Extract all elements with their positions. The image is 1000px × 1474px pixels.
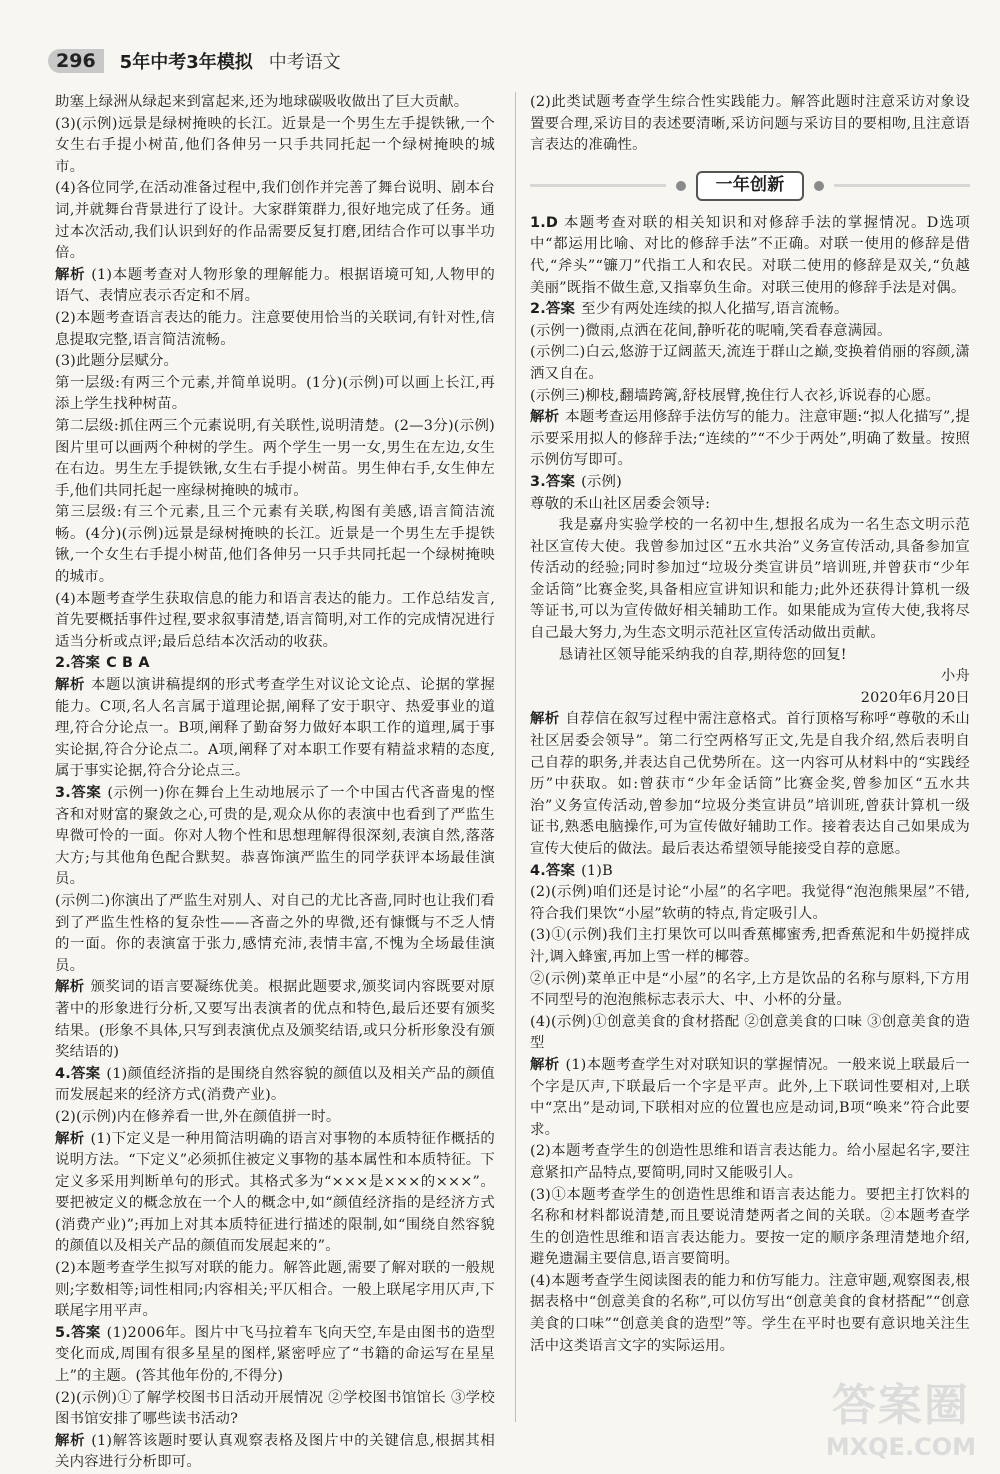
section-banner (530, 169, 970, 203)
answer-tag: 答案 (70, 1324, 101, 1341)
site-watermark (826, 1369, 976, 1461)
letter-salutation: 尊敬的禾山社区居委会领导: (530, 495, 711, 512)
paragraph: (2)(示例)①了解学校图书日活动开展情况 ②学校图书馆馆长 ③学校图书馆安排了哪些读书活动? (55, 1389, 495, 1428)
question-number: 3. (530, 473, 546, 490)
question-5-analysis (55, 1431, 495, 1474)
question-4-answer (530, 861, 970, 883)
page-header (48, 46, 341, 76)
answer-tag: 答案 (545, 301, 576, 318)
paragraph: (示例二)白云,悠游于辽阔蓝天,流连于群山之巅,变换着俏丽的容颜,潇洒又自在。 (530, 344, 971, 382)
section-title: 一年创新 (696, 171, 805, 201)
question-3-answer (55, 783, 495, 891)
analysis-paragraph (55, 265, 495, 308)
answer-text: 至少有两处连续的拟人化描写,语言流畅。 (581, 301, 849, 318)
answer-text: (1)2006年。图片中飞马拉着车飞向天空,车是由图书的造型变化而成,周围有很多星星的图样,紧密呼应了“书籍的命运写在星星上”的主题。(答其他年份的,不得分) (55, 1324, 495, 1385)
analysis-tag: 解析 (55, 266, 86, 283)
subject-label: 中考语文 (268, 52, 341, 73)
question-number: 2. (55, 655, 71, 672)
banner-dot-icon (676, 181, 686, 191)
analysis-text: (1)下定义是一种用简洁明确的语言对事物的本质特征作概括的说明方法。“下定义”必须抓住被定义事物的基本属性和本质特征。下定义多采用判断单句的形式。其格式多为“×××是×××的×××”。要把被定义的概念放在一个人的概念中,如“颜值经济指的是经济方式(消费产业)”;再加上对其本质特征进行描述的限制,如“围绕自然容貌的颜值以及相关产品的颜值而发展起来的”。 (55, 1130, 496, 1255)
analysis-tag: 解析 (55, 677, 85, 694)
answer-tag: 答案 (70, 785, 102, 801)
answer-text: 本题考查对联的相关知识和对修辞手法的掌握情况。D选项中“都运用比喻、对比的修辞手法”不正确。对联一使用的修辞是借代,“斧头”“镰刀”代指工人和农民。对联二使用的修辞是双关,“负越美丽”既指不做生意,又指辜负生命。对联三使用的修辞手法是对偶。 (530, 214, 970, 296)
question-1-answer (530, 213, 970, 299)
letter-closing: 恳请社区领导能采纳我的自荐,期待您的回复! (558, 646, 847, 663)
analysis-tag: 解析 (530, 409, 560, 426)
column-divider (515, 92, 516, 1422)
answer-text: C B A (106, 655, 150, 672)
answer-text: (1)颜值经济指的是围绕自然容貌的颜值以及相关产品的颜值而发展起来的经济方式(消费产业)。 (55, 1065, 495, 1104)
question-2-analysis (55, 675, 495, 783)
analysis-tag: 解析 (55, 1130, 85, 1147)
analysis-text: 自荐信在叙写过程中需注意格式。首行顶格写称呼“尊敬的禾山社区居委会领导”。第二行空两格写正文,先是自我介绍,然后表明自己自荐的职务,并表达自己优势所在。这一内容可从材料中的“实践经历”中获取。如:曾获市“少年金话筒”比赛金奖,曾参加区“五水共治”义务宣传活动,曾参加“垃圾分类宣讲员”培训班,曾获计算机一级证书,熟悉电脑操作,可为宣传做好辅助工作。接着表达自己如果成为宣传大使后的做法。最后表达希望领导能接受自荐的意愿。 (530, 711, 970, 857)
paragraph: (4)本题考查学生阅读图表的能力和仿写能力。注意审题,观察图表,根据表格中“创意美食的名称”,可以仿写出“创意美食的食材搭配”“创意美食的口味”“创意美食的造型”等。学生在平时也要有意识地关注生活中这类语言文字的实际运用。 (530, 1272, 970, 1354)
paragraph: (4)各位同学,在活动准备过程中,我们创作并完善了舞台说明、剧本台词,并就舞台背景进行了设计。大家群策群力,很好地完成了任务。通过本次活动,我们认识到好的作品需要反复打磨,团结合作可以事半功倍。 (55, 180, 495, 262)
paragraph: (3)(示例)远景是绿树掩映的长江。近景是一个男生左手提铁锹,一个女生右手提小树苗,他们各伸另一只手共同托起一个绿树掩映的城市。 (55, 115, 495, 175)
question-number: 5. (55, 1324, 71, 1341)
question-3-analysis (55, 977, 495, 1063)
paragraph: (2)本题考查学生的创造性思维和语言表达能力。给小屋起名字,要注意紧扣产品特点,要简明,同时又能吸引人。 (530, 1143, 970, 1181)
analysis-text: (1)本题考查学生对对联知识的掌握情况。一般来说上联最后一个字是仄声,下联最后一个字是平声。此外,上下联词性要相对,上联中“烹出”是动词,下联相对应的位置也应是动词,B项“唤来”符合此要求。 (530, 1056, 971, 1138)
paragraph: ②(示例)菜单正中是“小屋”的名字,上方是饮品的名称与原料,下方用不同型号的泡泡熊标志表示大、中、小杯的分量。 (530, 970, 970, 1009)
answer-tag: 答案 (545, 862, 576, 879)
question-5-answer (55, 1323, 495, 1388)
analysis-text: (1)解答该题时要认真观察表格及图片中的关键信息,根据其相关内容进行分析即可。 (55, 1432, 495, 1471)
paragraph: 第二层级:抓住两三个元素说明,有关联性,说明清楚。(2—3分)(示例)图片里可以画两个种树的学生。两个学生一男一女,男生在左边,女生在右边。男生左手提铁锹,女生右手提小树苗。男生伸右手,女生伸左手,他们共同托起一座绿树掩映的城市。 (55, 417, 495, 499)
paragraph: (示例一)微雨,点洒在花间,静听花的呢喃,笑看春意满园。 (530, 322, 892, 339)
analysis-tag: 解析 (530, 1056, 560, 1073)
analysis-tag: 解析 (55, 979, 85, 996)
paragraph: (4)(示例)①创意美食的食材搭配 ②创意美食的口味 ③创意美食的造型 (530, 1013, 970, 1052)
paragraph: 助塞上绿洲从绿起来到富起来,还为地球碳吸收做出了巨大贡献。 (55, 94, 469, 110)
analysis-text: 本题考查运用修辞手法仿写的能力。注意审题:“拟人化描写”,提示要采用拟人的修辞手法;“连续的”“不少于两处”,明确了数量。按照示例仿写即可。 (530, 409, 970, 469)
question-4-analysis (530, 1055, 970, 1141)
question-number: 4. (530, 862, 546, 879)
question-3-answer (530, 472, 970, 494)
paragraph: 第三层级:有三个元素,且三个元素有关联,构图有美感,语言简洁流畅。(4分)(示例)远景是绿树掩映的长江。近景是一个男生左手提铁锹,一个女生右手提小树苗,他们各伸另一只手共同托起一个绿树掩映的城市。 (55, 504, 495, 586)
letter-date: 2020年6月20日 (860, 689, 970, 706)
paragraph: (4)本题考查学生获取信息的能力和语言表达的能力。工作总结发言,首先要概括事件过程,要求叙事清楚,语言简明,对工作的完成情况进行适当分析或点评;最后总结本次活动的收获。 (55, 590, 495, 650)
paragraph: (2)本题考查学生拟写对联的能力。解答此题,需要了解对联的一般规则;字数相等;词性相同;内容相关;平仄相合。一般上联尾字用仄声,下联尾字用平声。 (55, 1260, 495, 1320)
analysis-text: 本题以演讲稿提纲的形式考查学生对议论文论点、论据的掌握能力。C项,名人名言属于道理论据,阐释了安于职守、热爱事业的道理,符合分论点一。B项,阐释了勤奋努力做好本职工作的道理,属于事实论据,符合分论点二。A项,阐释了对本职工作要有精益求精的态度,属于事实论据,符合分论点三。 (55, 677, 496, 780)
paragraph: (3)此题分层赋分。 (55, 353, 179, 370)
analysis-text: 颁奖词的语言要凝练优美。根据此题要求,颁奖词内容既要对原著中的形象进行分析,又要写出表演者的优点和特色,最后还要有颁奖结果。(形象不具体,只写到表演优点及颁奖结语,或只分析形象没有颁奖结语的) (55, 979, 495, 1061)
question-4-analysis (55, 1129, 495, 1259)
answer-tag: 答案 (70, 655, 101, 672)
paragraph: (2)本题考查语言表达的能力。注意要使用恰当的关联词,有针对性,信息提取完整,语言简洁流畅。 (55, 309, 495, 348)
paragraph: (3)①本题考查学生的创造性思维和语言表达能力。要把主打饮料的名称和材料都说清楚,而且要说清楚两者之间的关联。②本题考查学生的创造性思维和语言表达能力。要按一定的顺序条理清楚地介绍,避免遗漏主要信息,语言要简明。 (530, 1186, 970, 1268)
page-number: 296 (48, 49, 104, 73)
analysis-text: (1)本题考查对人物形象的理解能力。根据语境可知,人物甲的语气、表情应表示否定和不屑。 (55, 266, 495, 305)
banner-dot-icon (814, 181, 824, 191)
paragraph: (3)①(示例)我们主打果饮可以叫香蕉椰蜜秀,把香蕉泥和牛奶搅拌成汁,调入蜂蜜,再加上雪一样的椰蓉。 (530, 927, 970, 965)
banner-line (834, 184, 970, 187)
paragraph: (2)(示例)内在修养看一世,外在颜值拼一时。 (55, 1108, 341, 1125)
analysis-tag: 解析 (55, 1432, 86, 1449)
question-number: 2. (530, 301, 546, 318)
question-number: 3. (55, 785, 71, 801)
left-column (55, 92, 495, 1474)
question-4-answer (55, 1064, 495, 1107)
banner-line (530, 184, 666, 187)
answer-tag: 答案 (545, 473, 576, 490)
paragraph: (2)(示例)咱们还是讨论“小屋”的名字吧。我觉得“泡泡熊果屋”不错,符合我们果饮“小屋”软萌的特点,肯定吸引人。 (530, 884, 970, 922)
answer-tag: 答案 (70, 1065, 101, 1082)
watermark-logo: 答案圈 (831, 1380, 970, 1431)
paragraph: (示例三)柳枝,翻墙跨篱,舒枝展臂,挽住行人衣衫,诉说春的心愿。 (530, 387, 941, 404)
answer-text: (1)B (581, 862, 613, 879)
book-title: 5年中考3年模拟 (119, 52, 253, 73)
paragraph: (2)此类试题考查学生综合性实践能力。解答此题时注意采访对象设置要合理,采访目的表述要清晰,采访问题与采访目的要相吻,且注意语言表达的准确性。 (530, 94, 970, 154)
answer-text: (示例一)你在舞台上生动地展示了一个中国古代吝啬鬼的悭吝和对财富的聚敛之心,可贵的是,观众从你的表演中也看到了严监生卑微可怜的一面。你对人物个性和思想理解得很深刻,表演自然,落落大方;与其他角色配合默契。恭喜饰演严监生的同学获评本场最佳演员。 (55, 785, 495, 888)
question-number: 1.D (530, 214, 559, 231)
analysis-tag: 解析 (530, 711, 560, 728)
question-3-analysis (530, 709, 970, 860)
paragraph: (示例二)你演出了严监生对别人、对自己的尤比吝啬,同时也让我们看到了严监生性格的复杂性——吝啬之外的卑微,还有慷慨与不乏人情的一面。你的表演富于张力,感情充沛,表情丰富,不愧为全场最佳演员。 (55, 892, 495, 974)
question-2-answer (55, 653, 495, 675)
right-column (530, 92, 970, 1357)
question-2-analysis (530, 407, 970, 472)
paragraph: 第一层级:有两三个元素,并简单说明。(1分)(示例)可以画上长江,再添上学生找种树苗。 (55, 374, 495, 413)
answer-text: (示例) (581, 473, 622, 490)
question-number: 4. (55, 1065, 71, 1082)
question-2-answer (530, 299, 970, 321)
watermark-url: MXQE.COM (825, 1433, 976, 1461)
letter-signature: 小舟 (940, 668, 970, 685)
letter-body: 我是嘉舟实验学校的一名初中生,想报名成为一名生态文明示范社区宣传大使。我曾参加过区“五水共治”义务宣传活动,具备参加宣传活动的经验;同时参加过“垃圾分类宣讲员”培训班,并曾获市“少年金话筒”比赛金奖,具备相应宣讲知识和能力;此外还获得计算机一级等证书,可以为宣传做好相关辅助工作。如果能成为宣传大使,我将尽自己最大努力,为生态文明示范社区宣传活动做出贡献。 (530, 517, 970, 642)
